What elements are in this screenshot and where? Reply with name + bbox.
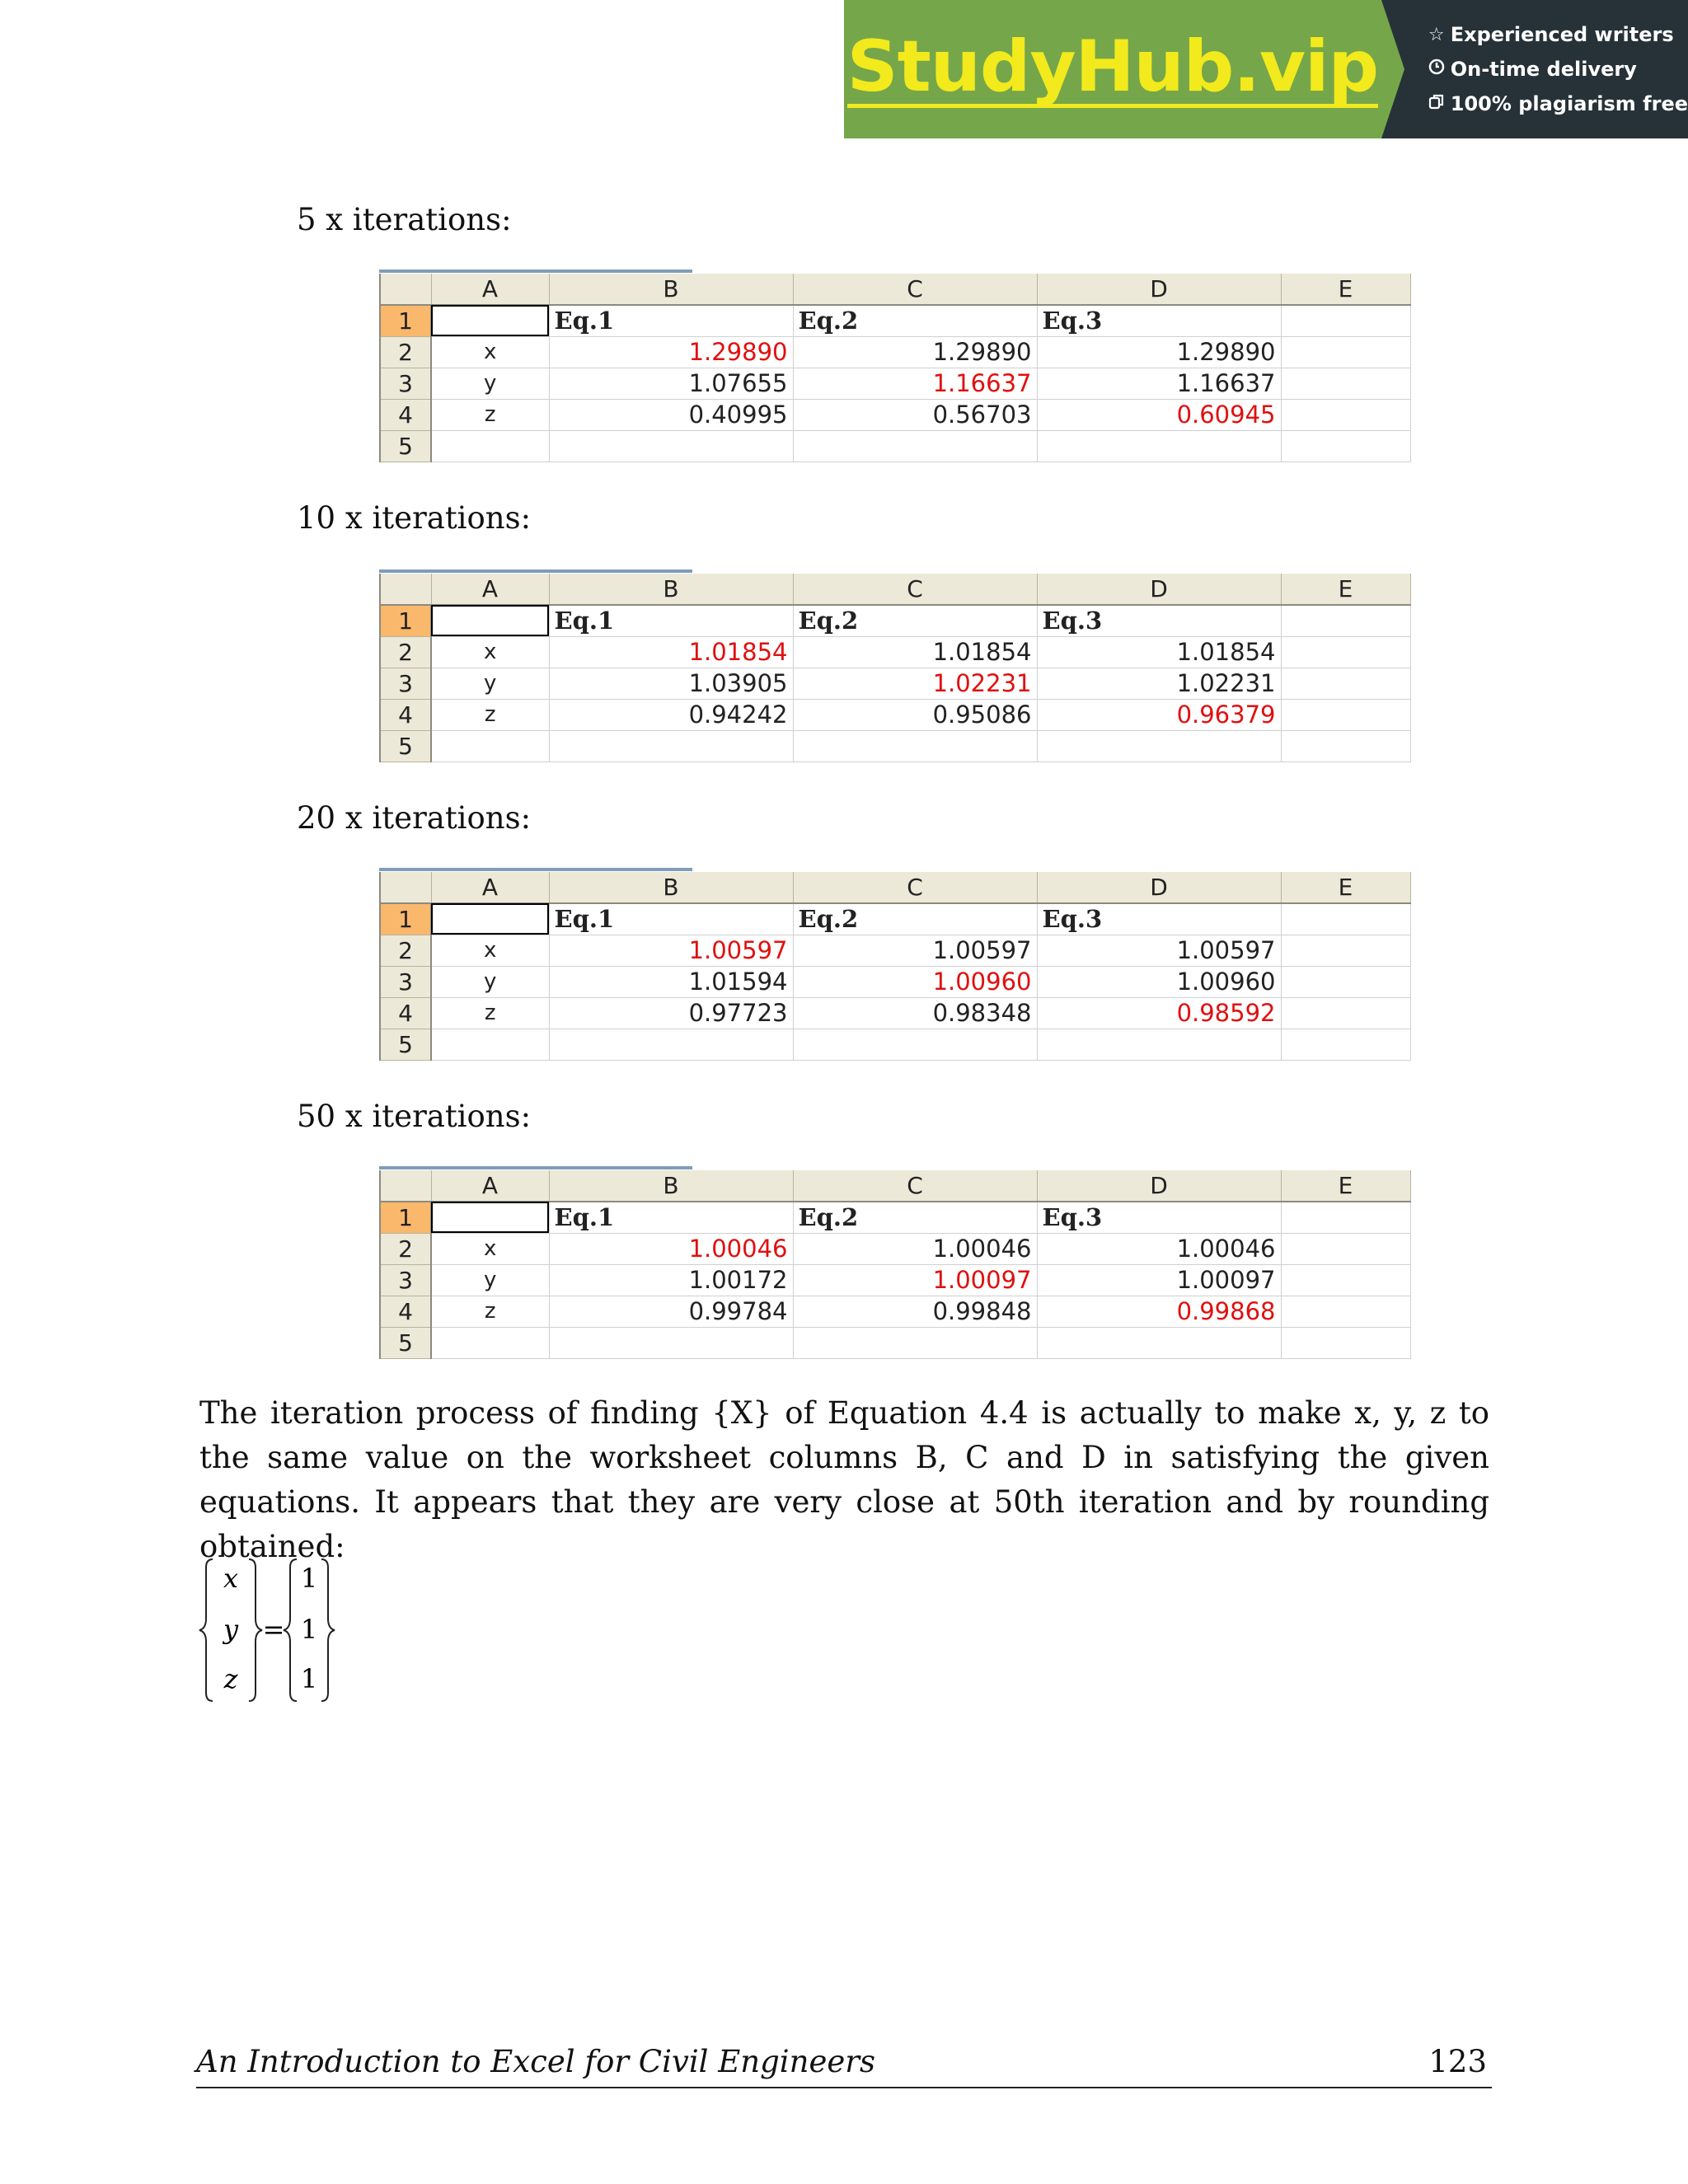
perks-list <box>1381 0 1688 138</box>
iteration-label: 5 x iterations: <box>297 202 512 237</box>
value-cell[interactable]: 1.02231 <box>1037 668 1281 699</box>
cell[interactable] <box>1037 1327 1281 1358</box>
row-header[interactable]: 4 <box>380 997 431 1029</box>
equation-header[interactable]: Eq.1 <box>549 605 793 636</box>
table-row <box>380 1233 1410 1264</box>
row-header[interactable]: 5 <box>380 730 431 762</box>
solution-vector-equation <box>198 1556 346 1704</box>
value-cell[interactable]: 1.00597 <box>793 935 1037 966</box>
table-row <box>380 1264 1410 1296</box>
column-header[interactable]: C <box>793 872 1037 903</box>
row-header[interactable]: 2 <box>380 935 431 966</box>
column-header-row <box>380 1170 1410 1202</box>
value-cell[interactable]: 1.29890 <box>793 336 1037 368</box>
value-cell[interactable]: 0.96379 <box>1037 699 1281 730</box>
row-header[interactable]: 5 <box>380 430 431 462</box>
table-row <box>380 336 1410 368</box>
book-title: An Introduction to Excel for Civil Engineers <box>196 2044 875 2079</box>
spreadsheet-grid <box>379 274 1411 462</box>
cell[interactable] <box>1281 966 1410 997</box>
column-header[interactable]: B <box>549 872 793 903</box>
column-header[interactable]: D <box>1037 1170 1281 1202</box>
cell[interactable] <box>431 1327 549 1358</box>
cell[interactable] <box>549 730 793 762</box>
table-row <box>380 1296 1410 1327</box>
column-header[interactable]: A <box>431 274 549 305</box>
spreadsheet-screenshot <box>379 872 1409 1061</box>
row-header[interactable]: 4 <box>380 399 431 430</box>
table-row <box>380 399 1410 430</box>
star-icon: ☆ <box>1428 24 1445 45</box>
perk-item <box>1428 23 1688 46</box>
value-cell[interactable]: 1.00960 <box>1037 966 1281 997</box>
table-row <box>380 730 1410 762</box>
value-cell[interactable]: 0.95086 <box>793 699 1037 730</box>
value-cell[interactable]: 0.99868 <box>1037 1296 1281 1327</box>
equation-header[interactable]: Eq.3 <box>1037 605 1281 636</box>
column-header[interactable]: E <box>1281 274 1410 305</box>
column-header-row <box>380 872 1410 903</box>
cell[interactable] <box>1281 430 1410 462</box>
equals-sign: = <box>262 1614 285 1645</box>
copy-icon <box>1428 93 1446 115</box>
cell[interactable] <box>1281 399 1410 430</box>
cell[interactable] <box>1281 903 1410 935</box>
value-cell[interactable]: 0.99848 <box>793 1296 1037 1327</box>
table-row <box>380 903 1410 935</box>
cell[interactable] <box>1281 699 1410 730</box>
column-header[interactable]: A <box>431 574 549 605</box>
variable-label[interactable]: y <box>431 1264 549 1296</box>
equation-header[interactable]: Eq.1 <box>549 903 793 935</box>
brand-logo[interactable] <box>844 0 1381 138</box>
spreadsheet-screenshot <box>379 1170 1409 1359</box>
cell[interactable] <box>1281 1029 1410 1060</box>
column-header[interactable]: B <box>549 274 793 305</box>
value-cell[interactable]: 1.16637 <box>793 368 1037 399</box>
column-header[interactable]: A <box>431 872 549 903</box>
lhs-z: z <box>223 1663 238 1694</box>
row-header[interactable]: 5 <box>380 1029 431 1060</box>
perk-item <box>1428 92 1688 115</box>
cell[interactable] <box>1037 430 1281 462</box>
column-header-row <box>380 274 1410 305</box>
equation-header[interactable]: Eq.2 <box>793 1202 1037 1233</box>
cell[interactable] <box>1281 997 1410 1029</box>
column-header[interactable]: C <box>793 1170 1037 1202</box>
spreadsheet-screenshot <box>379 274 1409 462</box>
row-header[interactable]: 3 <box>380 668 431 699</box>
row-header[interactable]: 1 <box>380 605 431 636</box>
spreadsheet-grid <box>379 574 1411 762</box>
cell[interactable] <box>431 730 549 762</box>
cell[interactable] <box>793 1327 1037 1358</box>
table-row <box>380 699 1410 730</box>
cell[interactable] <box>1037 1029 1281 1060</box>
table-row <box>380 1029 1410 1060</box>
table-row <box>380 430 1410 462</box>
left-brace-close <box>249 1559 262 1701</box>
value-cell[interactable]: 1.00046 <box>549 1233 793 1264</box>
cell[interactable] <box>1281 1202 1410 1233</box>
column-header[interactable]: B <box>549 1170 793 1202</box>
rhs-3: 1 <box>300 1663 318 1694</box>
table-row <box>380 966 1410 997</box>
column-header-row <box>380 574 1410 605</box>
cell[interactable] <box>1281 1296 1410 1327</box>
equation-header[interactable]: Eq.2 <box>793 605 1037 636</box>
variable-label[interactable]: y <box>431 966 549 997</box>
iteration-label: 10 x iterations: <box>297 500 532 536</box>
row-header[interactable]: 3 <box>380 368 431 399</box>
cell[interactable] <box>1281 636 1410 668</box>
perk-item <box>1428 58 1688 81</box>
select-all-corner[interactable] <box>380 1170 431 1202</box>
cell[interactable] <box>549 1327 793 1358</box>
select-all-corner[interactable] <box>380 274 431 305</box>
table-row <box>380 368 1410 399</box>
variable-label[interactable]: y <box>431 668 549 699</box>
rhs-2: 1 <box>300 1614 318 1645</box>
column-header[interactable]: D <box>1037 872 1281 903</box>
row-header[interactable]: 1 <box>380 305 431 336</box>
row-header[interactable]: 5 <box>380 1327 431 1358</box>
lhs-y: y <box>223 1614 239 1645</box>
variable-label[interactable]: z <box>431 1296 549 1327</box>
variable-label[interactable]: x <box>431 336 549 368</box>
spreadsheet-grid <box>379 1170 1411 1359</box>
equation-header[interactable]: Eq.1 <box>549 1202 793 1233</box>
variable-label[interactable]: x <box>431 636 549 668</box>
right-brace-open <box>284 1559 297 1701</box>
select-all-corner[interactable] <box>380 574 431 605</box>
value-cell[interactable]: 1.00172 <box>549 1264 793 1296</box>
active-cell[interactable] <box>431 305 549 336</box>
cell[interactable] <box>431 430 549 462</box>
value-cell[interactable]: 1.01854 <box>1037 636 1281 668</box>
perk-text: Experienced writers <box>1450 23 1674 46</box>
value-cell[interactable]: 1.00960 <box>793 966 1037 997</box>
cell[interactable] <box>549 430 793 462</box>
perk-text: 100% plagiarism free <box>1450 92 1688 115</box>
cell[interactable] <box>1281 368 1410 399</box>
column-header[interactable]: C <box>793 274 1037 305</box>
variable-label[interactable]: z <box>431 997 549 1029</box>
active-cell[interactable] <box>431 605 549 636</box>
variable-label[interactable]: z <box>431 699 549 730</box>
value-cell[interactable]: 0.40995 <box>549 399 793 430</box>
value-cell[interactable]: 1.00046 <box>1037 1233 1281 1264</box>
clock-icon <box>1428 59 1446 80</box>
cell[interactable] <box>1281 935 1410 966</box>
value-cell[interactable]: 1.01854 <box>549 636 793 668</box>
cell[interactable] <box>793 430 1037 462</box>
left-brace-open <box>199 1559 213 1701</box>
row-header[interactable]: 3 <box>380 966 431 997</box>
value-cell[interactable]: 1.02231 <box>793 668 1037 699</box>
column-header[interactable]: B <box>549 574 793 605</box>
column-header[interactable]: E <box>1281 574 1410 605</box>
equation-header[interactable]: Eq.3 <box>1037 903 1281 935</box>
value-cell[interactable]: 0.60945 <box>1037 399 1281 430</box>
column-header[interactable]: D <box>1037 274 1281 305</box>
table-row <box>380 305 1410 336</box>
equation-header[interactable]: Eq.3 <box>1037 1202 1281 1233</box>
variable-label[interactable]: x <box>431 935 549 966</box>
value-cell[interactable]: 0.97723 <box>549 997 793 1029</box>
row-header[interactable]: 4 <box>380 699 431 730</box>
cell[interactable] <box>431 1029 549 1060</box>
perk-text: On-time delivery <box>1450 58 1637 81</box>
table-row <box>380 668 1410 699</box>
value-cell[interactable]: 1.00097 <box>793 1264 1037 1296</box>
rhs-1: 1 <box>300 1563 318 1594</box>
cell[interactable] <box>1281 605 1410 636</box>
iteration-label: 50 x iterations: <box>297 1099 532 1134</box>
value-cell[interactable]: 1.00597 <box>1037 935 1281 966</box>
spreadsheet-screenshot <box>379 574 1409 762</box>
right-brace-close <box>321 1559 335 1701</box>
row-header[interactable]: 3 <box>380 1264 431 1296</box>
variable-label[interactable]: x <box>431 1233 549 1264</box>
value-cell[interactable]: 1.29890 <box>1037 336 1281 368</box>
cell[interactable] <box>1281 1327 1410 1358</box>
cell[interactable] <box>1281 1233 1410 1264</box>
value-cell[interactable]: 1.00597 <box>549 935 793 966</box>
value-cell[interactable]: 0.98592 <box>1037 997 1281 1029</box>
table-row <box>380 935 1410 966</box>
variable-label[interactable]: y <box>431 368 549 399</box>
table-row <box>380 1202 1410 1233</box>
cell[interactable] <box>793 730 1037 762</box>
matrix-equation-svg <box>198 1556 346 1704</box>
cell[interactable] <box>1281 1264 1410 1296</box>
select-all-corner[interactable] <box>380 872 431 903</box>
page-footer <box>196 2044 1492 2088</box>
cell[interactable] <box>1281 305 1410 336</box>
row-header[interactable]: 2 <box>380 1233 431 1264</box>
column-header[interactable]: A <box>431 1170 549 1202</box>
equation-header[interactable]: Eq.2 <box>793 305 1037 336</box>
equation-header[interactable]: Eq.3 <box>1037 305 1281 336</box>
value-cell[interactable]: 0.56703 <box>793 399 1037 430</box>
value-cell[interactable]: 0.94242 <box>549 699 793 730</box>
row-header[interactable]: 1 <box>380 903 431 935</box>
variable-label[interactable]: z <box>431 399 549 430</box>
value-cell[interactable]: 1.29890 <box>549 336 793 368</box>
value-cell[interactable]: 1.03905 <box>549 668 793 699</box>
value-cell[interactable]: 1.01594 <box>549 966 793 997</box>
equation-header[interactable]: Eq.1 <box>549 305 793 336</box>
column-header[interactable]: D <box>1037 574 1281 605</box>
spreadsheet-grid <box>379 872 1411 1061</box>
value-cell[interactable]: 1.00097 <box>1037 1264 1281 1296</box>
row-header[interactable]: 1 <box>380 1202 431 1233</box>
value-cell[interactable]: 0.99784 <box>549 1296 793 1327</box>
column-header[interactable]: C <box>793 574 1037 605</box>
equation-header[interactable]: Eq.2 <box>793 903 1037 935</box>
table-row <box>380 997 1410 1029</box>
lhs-x: x <box>223 1563 239 1594</box>
page-number: 123 <box>1428 2044 1487 2079</box>
body-paragraph: The iteration process of finding {X} of Equation 4.4 is actually to make x, y, z to the same value on the worksheet columns B, C and D in satisfying the given equations. It appears that they are very close at 50th iteration and by rounding obtained: <box>199 1395 1489 1564</box>
brand-name: StudyHub.vip <box>846 25 1379 108</box>
value-cell[interactable]: 1.16637 <box>1037 368 1281 399</box>
value-cell[interactable]: 1.07655 <box>549 368 793 399</box>
cell[interactable] <box>1037 730 1281 762</box>
cell[interactable] <box>1281 336 1410 368</box>
cell[interactable] <box>1281 730 1410 762</box>
row-header[interactable]: 2 <box>380 336 431 368</box>
row-header[interactable]: 4 <box>380 1296 431 1327</box>
cell[interactable] <box>793 1029 1037 1060</box>
iteration-label: 20 x iterations: <box>297 800 532 836</box>
studyhub-banner[interactable] <box>844 0 1688 138</box>
table-row <box>380 1327 1410 1358</box>
value-cell[interactable]: 0.98348 <box>793 997 1037 1029</box>
value-cell[interactable]: 1.01854 <box>793 636 1037 668</box>
cell[interactable] <box>1281 668 1410 699</box>
table-row <box>380 605 1410 636</box>
active-cell[interactable] <box>431 903 549 935</box>
column-header[interactable]: E <box>1281 1170 1410 1202</box>
row-header[interactable]: 2 <box>380 636 431 668</box>
value-cell[interactable]: 1.00046 <box>793 1233 1037 1264</box>
table-row <box>380 636 1410 668</box>
cell[interactable] <box>549 1029 793 1060</box>
active-cell[interactable] <box>431 1202 549 1233</box>
column-header[interactable]: E <box>1281 872 1410 903</box>
